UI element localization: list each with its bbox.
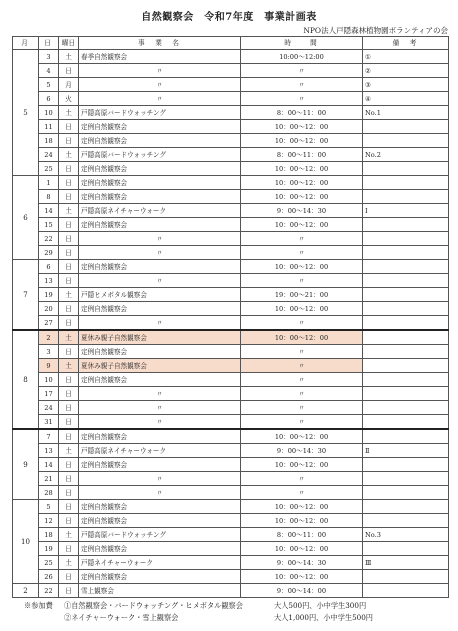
weekday-cell: 土 [59,288,79,302]
note-cell [363,246,449,260]
weekday-cell: 火 [59,92,79,106]
event-cell: 定例自然観察会 [79,373,241,387]
header-row [13,37,449,50]
event-cell: 〃 [79,274,241,288]
table-row [13,246,449,260]
time-cell: 〃 [241,64,363,78]
time-cell: 10：00～12：00 [241,134,363,148]
note-cell [363,458,449,472]
weekday-cell: 日 [59,120,79,134]
time-cell: 〃 [241,92,363,106]
event-cell: 定例自然観察会 [79,429,241,444]
event-cell: 戸隠高原ネイチャーウォーク [79,444,241,458]
event-cell: 定例自然観察会 [79,162,241,176]
time-cell: 〃 [241,401,363,415]
event-cell: 〃 [79,387,241,401]
day-cell: 19 [39,288,59,302]
day-cell: 19 [39,542,59,556]
weekday-cell: 日 [59,302,79,316]
time-cell: 〃 [241,472,363,486]
day-cell: 3 [39,50,59,64]
fee-note-line [24,600,373,612]
event-cell: 〃 [79,472,241,486]
weekday-cell: 土 [59,556,79,570]
day-cell: 14 [39,458,59,472]
event-cell: 定例自然観察会 [79,500,241,514]
time-cell: 9：00～14：30 [241,204,363,218]
organization-name: NPO法人戸隠森林植物園ボランティアの会 [303,26,448,35]
month-cell: 2 [13,584,39,598]
day-cell: 22 [39,584,59,598]
event-cell: 定例自然観察会 [79,120,241,134]
time-cell: 10：00～12：00 [241,500,363,514]
day-cell: 13 [39,444,59,458]
fee-item: ②ネイチャーウォーク・雪上観察会 [64,613,179,622]
fee-item: ①自然観察会・バードウォッチング・ヒメボタル観察会 [64,601,243,610]
day-cell: 29 [39,246,59,260]
time-cell: 10：00～12：00 [241,570,363,584]
day-cell: 14 [39,204,59,218]
weekday-cell: 日 [59,486,79,500]
day-cell: 10 [39,106,59,120]
note-cell: ② [363,64,449,78]
table-row [13,415,449,430]
time-cell: 10：00～12：00 [241,218,363,232]
weekday-cell: 日 [59,176,79,190]
note-cell [363,302,449,316]
day-cell: 24 [39,148,59,162]
time-cell: 〃 [241,387,363,401]
weekday-cell: 土 [59,106,79,120]
weekday-cell: 日 [59,190,79,204]
event-cell: 定例自然観察会 [79,514,241,528]
time-cell: 10：00～12：00 [241,120,363,134]
time-cell: 10：00～12：00 [241,302,363,316]
table-row [13,556,449,570]
event-cell: 雪上観察会 [79,584,241,598]
table-row [13,542,449,556]
table-row [13,120,449,134]
note-cell [363,218,449,232]
month-cell: 9 [13,429,39,500]
note-cell: No.3 [363,528,449,542]
event-cell: 〃 [79,92,241,106]
weekday-cell: 日 [59,260,79,274]
weekday-cell: 日 [59,162,79,176]
time-cell: 10：00～12：00 [241,176,363,190]
fee-amount: 大人500円、小中学生300円 [274,601,367,610]
note-cell [363,429,449,444]
time-cell: 8：00～11：00 [241,528,363,542]
day-cell: 5 [39,500,59,514]
note-cell [363,288,449,302]
event-cell: 定例自然観察会 [79,134,241,148]
day-cell: 3 [39,345,59,359]
day-cell: 22 [39,232,59,246]
weekday-cell: 日 [59,345,79,359]
event-cell: 定例自然観察会 [79,218,241,232]
weekday-cell: 土 [59,359,79,373]
time-cell: 10:00～12:00 [241,50,363,64]
event-cell: 定例自然観察会 [79,458,241,472]
event-cell: 定例自然観察会 [79,542,241,556]
time-cell: 10：00～12：00 [241,190,363,204]
day-cell: 25 [39,162,59,176]
table-row [13,106,449,120]
day-cell: 7 [39,429,59,444]
fee-amount: 大人1,000円、小中学生500円 [274,613,373,622]
note-cell [363,542,449,556]
time-cell: 〃 [241,316,363,331]
weekday-cell: 日 [59,415,79,430]
table-row [13,570,449,584]
note-cell [363,359,449,373]
note-cell [363,514,449,528]
table-row [13,429,449,444]
weekday-cell: 日 [59,472,79,486]
table-row [13,514,449,528]
time-cell: 10：00～12：00 [241,162,363,176]
table-row [13,204,449,218]
table-row [13,330,449,345]
table-row [13,92,449,106]
day-cell: 10 [39,373,59,387]
note-cell [363,500,449,514]
day-cell: 21 [39,472,59,486]
table-row [13,345,449,359]
table-row [13,401,449,415]
table-row [13,162,449,176]
note-cell [363,472,449,486]
day-cell: 18 [39,528,59,542]
weekday-cell: 土 [59,330,79,345]
header-day: 日 [39,37,59,50]
weekday-cell: 日 [59,274,79,288]
event-cell: 定例自然観察会 [79,176,241,190]
weekday-cell: 日 [59,64,79,78]
weekday-cell: 土 [59,50,79,64]
weekday-cell: 土 [59,204,79,218]
event-cell: 〃 [79,78,241,92]
header-event: 事 業 名 [79,37,241,50]
day-cell: 24 [39,401,59,415]
time-cell: 〃 [241,345,363,359]
time-cell: 10：00～12：00 [241,514,363,528]
event-cell: 春季自然観察会 [79,50,241,64]
note-cell [363,316,449,331]
note-cell [363,176,449,190]
event-cell: 〃 [79,64,241,78]
note-cell [363,260,449,274]
day-cell: 2 [39,330,59,345]
note-cell [363,415,449,430]
time-cell: 8：00～11：00 [241,106,363,120]
weekday-cell: 日 [59,500,79,514]
day-cell: 17 [39,387,59,401]
time-cell: 〃 [241,232,363,246]
note-cell [363,570,449,584]
note-cell [363,190,449,204]
event-cell: 夏休み親子自然観察会 [79,330,241,345]
table-row [13,232,449,246]
table-row [13,148,449,162]
weekday-cell: 土 [59,528,79,542]
time-cell: 〃 [241,246,363,260]
time-cell: 10：00～12：00 [241,330,363,345]
event-cell: 〃 [79,486,241,500]
page-title: 自然観察会 令和7年度 事業計画表 [141,12,317,23]
time-cell: 〃 [241,274,363,288]
table-row [13,316,449,331]
day-cell: 18 [39,134,59,148]
header-time: 時 間 [241,37,363,50]
time-cell: 9：00～14：00 [241,584,363,598]
time-cell: 19：00～21：00 [241,288,363,302]
day-cell: 12 [39,514,59,528]
weekday-cell: 日 [59,458,79,472]
note-cell [363,134,449,148]
day-cell: 6 [39,260,59,274]
note-cell [363,373,449,387]
table-row [13,528,449,542]
table-row [13,288,449,302]
note-cell [363,232,449,246]
month-cell: 8 [13,330,39,429]
event-cell: 戸隠高原ネイチャーウォーク [79,204,241,218]
weekday-cell: 日 [59,584,79,598]
note-cell [363,120,449,134]
month-cell: 10 [13,500,39,584]
month-cell: 5 [13,50,39,176]
note-cell [363,330,449,345]
note-cell [363,162,449,176]
event-cell: 戸隠ネイチャーウォーク [79,556,241,570]
note-cell [363,345,449,359]
table-row [13,387,449,401]
time-cell: 9：00～14：30 [241,444,363,458]
note-cell: No.2 [363,148,449,162]
weekday-cell: 日 [59,134,79,148]
day-cell: 20 [39,302,59,316]
day-cell: 28 [39,486,59,500]
table-row [13,50,449,64]
day-cell: 8 [39,190,59,204]
weekday-cell: 日 [59,514,79,528]
note-cell: ① [363,50,449,64]
table-row [13,176,449,190]
time-cell: 〃 [241,486,363,500]
note-cell: ③ [363,78,449,92]
event-cell: 定例自然観察会 [79,260,241,274]
table-row [13,64,449,78]
day-cell: 15 [39,218,59,232]
table-row [13,444,449,458]
note-cell: Ⅲ [363,556,449,570]
weekday-cell: 日 [59,373,79,387]
time-cell: 10：00～12：00 [241,458,363,472]
note-cell [363,274,449,288]
weekday-cell: 日 [59,232,79,246]
event-cell: 定例自然観察会 [79,345,241,359]
event-cell: 〃 [79,401,241,415]
time-cell: 9：00～14：30 [241,556,363,570]
table-row [13,134,449,148]
weekday-cell: 土 [59,148,79,162]
event-cell: 定例自然観察会 [79,302,241,316]
day-cell: 9 [39,359,59,373]
time-cell: 〃 [241,359,363,373]
weekday-cell: 日 [59,387,79,401]
event-cell: 夏休み親子自然観察会 [79,359,241,373]
weekday-cell: 日 [59,401,79,415]
event-cell: 〃 [79,415,241,430]
note-cell: ④ [363,92,449,106]
day-cell: 1 [39,176,59,190]
event-cell: 〃 [79,232,241,246]
time-cell: 10：00～12：00 [241,429,363,444]
event-cell: 〃 [79,316,241,331]
header-month: 月 [13,37,39,50]
table-row [13,584,449,598]
table-row [13,260,449,274]
schedule-body [13,50,449,598]
header-weekday: 曜日 [59,37,79,50]
fee-label: ※参加費 [24,601,53,610]
note-cell: No.1 [363,106,449,120]
table-row [13,190,449,204]
weekday-cell: 月 [59,78,79,92]
table-row [13,458,449,472]
weekday-cell: 土 [59,444,79,458]
weekday-cell: 日 [59,542,79,556]
day-cell: 11 [39,120,59,134]
table-row [13,472,449,486]
table-row [13,373,449,387]
event-cell: 戸隠高原バードウォッチング [79,528,241,542]
event-cell: 戸隠ヒメボタル観察会 [79,288,241,302]
table-row [13,359,449,373]
header-notes: 備 考 [363,37,449,50]
weekday-cell: 日 [59,429,79,444]
time-cell: 10：00～12：00 [241,260,363,274]
table-row [13,78,449,92]
time-cell: 〃 [241,78,363,92]
note-cell: Ⅱ [363,444,449,458]
day-cell: 4 [39,64,59,78]
time-cell: 10：00～12：00 [241,542,363,556]
note-cell [363,584,449,598]
table-row [13,486,449,500]
table-row [13,274,449,288]
day-cell: 6 [39,92,59,106]
day-cell: 27 [39,316,59,331]
weekday-cell: 日 [59,316,79,331]
time-cell: 〃 [241,373,363,387]
event-cell: 戸隠高原バードウォッチング [79,148,241,162]
time-cell: 8：00～11：00 [241,148,363,162]
day-cell: 26 [39,570,59,584]
fee-notes [24,600,373,624]
note-cell [363,401,449,415]
table-row [13,302,449,316]
weekday-cell: 日 [59,246,79,260]
day-cell: 25 [39,556,59,570]
note-cell [363,387,449,401]
fee-note-line [24,612,373,624]
event-cell: 戸隠高原バードウォッチング [79,106,241,120]
month-cell: 7 [13,260,39,331]
note-cell [363,486,449,500]
table-row [13,218,449,232]
day-cell: 31 [39,415,59,430]
event-cell: 定例自然観察会 [79,570,241,584]
weekday-cell: 日 [59,218,79,232]
month-cell: 6 [13,176,39,260]
weekday-cell: 日 [59,570,79,584]
note-cell: Ⅰ [363,204,449,218]
table-row [13,500,449,514]
day-cell: 5 [39,78,59,92]
event-cell: 〃 [79,246,241,260]
day-cell: 13 [39,274,59,288]
time-cell: 〃 [241,415,363,430]
schedule-table [12,36,449,598]
event-cell: 定例自然観察会 [79,190,241,204]
